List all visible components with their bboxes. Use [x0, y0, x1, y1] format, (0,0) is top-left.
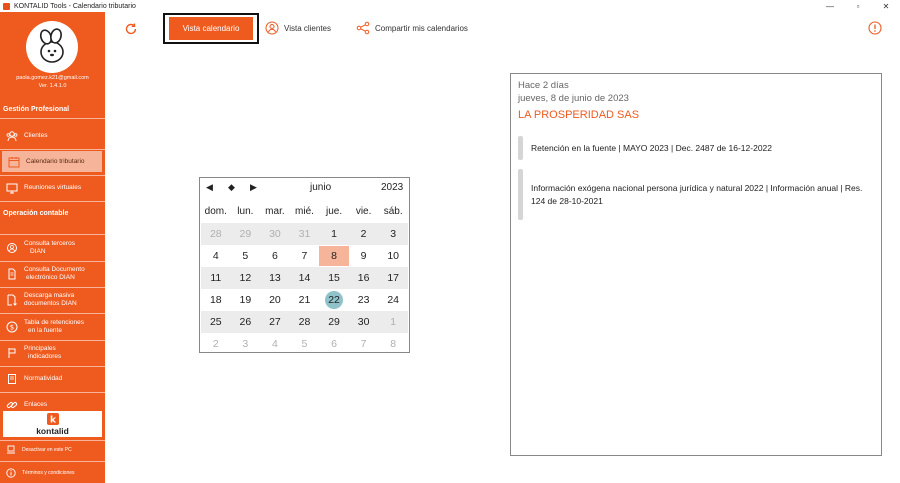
app-icon [3, 3, 10, 10]
calendar-day[interactable]: 28 [298, 316, 311, 328]
calendar-header [200, 178, 409, 198]
calendar-day[interactable]: 16 [357, 272, 370, 284]
weekday-label: dom. [204, 206, 227, 217]
weekday-label: sáb. [383, 206, 403, 217]
weekday-label: lun. [237, 206, 254, 217]
next-month-button[interactable]: ▶ [250, 182, 257, 192]
weekday-label: jue. [325, 206, 343, 217]
maximize-button[interactable]: ▫ [856, 1, 860, 11]
divider [0, 149, 105, 150]
label-line-1: Consulta Documento [24, 266, 85, 273]
terms-label: Términos y condiciones [22, 470, 75, 476]
calendar-day[interactable]: 8 [390, 338, 397, 350]
percent-icon [6, 321, 18, 333]
divider [0, 392, 105, 393]
deactivate-pc-button[interactable] [0, 443, 105, 457]
kontalid-logo-icon [47, 413, 59, 425]
calendar-day[interactable]: 7 [301, 250, 308, 262]
calendar-week-row [201, 311, 408, 333]
download-icon [6, 294, 18, 306]
sidebar [0, 12, 105, 483]
calendar-day[interactable]: 31 [298, 228, 311, 240]
sidebar-item-normatividad[interactable] [0, 369, 105, 389]
event-item[interactable] [518, 169, 875, 220]
calendar-day[interactable]: 8 [319, 246, 349, 266]
weekday-label: vie. [355, 206, 372, 217]
sidebar-item-label [24, 266, 85, 282]
event-text: Información exógena nacional persona jurídica y natural 2022 | Información anual | Res. 124 de 28-10-2021 [531, 182, 863, 206]
info-button[interactable] [868, 21, 882, 35]
calendar-year[interactable]: 2023 [381, 182, 404, 193]
event-item[interactable] [518, 136, 875, 160]
calendar-day[interactable]: 19 [239, 294, 252, 306]
today-button[interactable]: ◆ [228, 182, 235, 192]
calendar-week-row [201, 267, 408, 289]
calendar-day[interactable]: 10 [387, 250, 399, 262]
relative-date: Hace 2 días [518, 80, 569, 91]
sidebar-item-label [24, 240, 75, 256]
calendar-day[interactable]: 30 [269, 228, 281, 240]
share-icon [356, 21, 370, 35]
calendar-day[interactable]: 4 [271, 338, 278, 350]
weekday-label: mar. [265, 206, 285, 217]
calendar-week-row [201, 245, 408, 267]
calendar-day[interactable]: 15 [328, 272, 340, 284]
app-version: Ver. 1.4.1.0 [38, 83, 67, 89]
calendar-week-row [201, 333, 408, 355]
label-line-2: en la fuente [28, 327, 62, 334]
sidebar-item-clientes[interactable] [0, 126, 105, 146]
divider [0, 440, 105, 441]
indicators-icon [6, 347, 18, 359]
calendar-day[interactable]: 30 [357, 316, 370, 328]
sidebar-item-principales-indicadores[interactable] [0, 343, 105, 363]
event-date: jueves, 8 de junio de 2023 [518, 93, 629, 104]
avatar-mascot-icon [32, 27, 72, 67]
section-operacion-contable: Operación contable [3, 210, 69, 217]
weekday-row [201, 201, 408, 223]
sidebar-item-calendario[interactable] [2, 151, 102, 172]
calendar-week-row [201, 289, 408, 311]
calendar-day[interactable]: 9 [360, 250, 367, 262]
kontalid-logo [3, 411, 102, 437]
monitor-icon [6, 182, 18, 194]
label-line-1: Consulta terceros [24, 240, 75, 247]
event-panel [510, 73, 882, 456]
document-icon [6, 268, 18, 280]
calendar-day[interactable]: 3 [390, 228, 397, 240]
share-label: Compartir mis calendarios [375, 23, 468, 33]
calendar-day[interactable]: 11 [210, 272, 222, 284]
calendar-grid [201, 201, 408, 355]
label-line-1: Principales [24, 345, 56, 352]
calendar-day[interactable]: 1 [331, 228, 337, 240]
calendar-day[interactable]: 29 [328, 316, 340, 328]
window-title: KONTALID Tools - Calendario tributario [14, 2, 136, 10]
logo-text: kontalid [36, 425, 69, 436]
divider [0, 313, 105, 314]
calendar-widget [199, 177, 410, 353]
section-gestion-profesional: Gestión Profesional [3, 106, 70, 113]
sidebar-item-reuniones[interactable] [0, 178, 105, 198]
calendar-day[interactable]: 6 [331, 338, 337, 350]
calendar-day[interactable]: 1 [390, 316, 397, 328]
laptop-icon [6, 445, 16, 455]
info-icon [6, 468, 16, 478]
calendar-day[interactable]: 26 [239, 316, 252, 328]
users-icon [6, 130, 18, 142]
user-email: paola.gomez.k21@gmail.com [16, 75, 89, 81]
refresh-icon [124, 22, 138, 36]
weekday-label: mié. [295, 206, 314, 217]
divider [0, 261, 105, 262]
sidebar-item-label: Enlaces [24, 401, 48, 408]
sidebar-item-consulta-terceros[interactable] [0, 238, 105, 258]
calendar-month[interactable]: junio [310, 182, 332, 193]
today-marker: 22 [325, 291, 343, 309]
svg-text:k: k [49, 415, 56, 425]
terms-link[interactable] [0, 466, 105, 480]
calendar-day[interactable]: 13 [269, 272, 281, 284]
label-line-2: documentos DIAN [24, 300, 77, 307]
calendar-day[interactable]: 29 [239, 228, 252, 240]
book-icon [6, 373, 18, 385]
calendar-day[interactable]: 6 [271, 250, 278, 262]
divider [0, 287, 105, 288]
sidebar-item-label: Clientes [24, 132, 48, 139]
calendar-day[interactable]: 5 [242, 250, 249, 262]
divider [0, 461, 105, 462]
calendar-day[interactable]: 7 [360, 338, 367, 350]
calendar-day[interactable]: 3 [242, 338, 249, 350]
calendar-day[interactable] [319, 290, 349, 310]
calendar-day[interactable]: 2 [212, 338, 219, 350]
event-text: Retención en la fuente | MAYO 2023 | Dec. 2487 de 16-12-2022 [531, 142, 773, 153]
sidebar-item-label [24, 292, 77, 308]
calendar-day[interactable]: 24 [387, 294, 399, 306]
calendar-day[interactable]: 4 [212, 250, 219, 262]
sidebar-item-label: Calendario tributario [26, 157, 85, 165]
calendar-icon [8, 156, 20, 168]
label-line-2: electrónico DIAN [26, 274, 75, 281]
calendar-day[interactable]: 5 [301, 338, 308, 350]
label-line-2: DIAN [30, 248, 46, 255]
calendar-day[interactable]: 2 [360, 228, 367, 240]
calendar-day[interactable]: 21 [298, 294, 311, 306]
close-button[interactable]: ✕ [882, 1, 890, 11]
sidebar-item-label [24, 319, 84, 335]
calendar-day[interactable]: 27 [269, 316, 281, 328]
window-titlebar [0, 0, 900, 12]
clients-view-button[interactable] [265, 20, 331, 36]
sidebar-item-tabla-retenciones[interactable] [0, 317, 105, 337]
sidebar-item-consulta-documento[interactable] [0, 264, 105, 284]
calendar-day[interactable]: 25 [209, 316, 222, 328]
refresh-button[interactable] [124, 22, 138, 36]
user-circle-icon [265, 21, 279, 35]
search-user-icon [6, 242, 18, 254]
divider [0, 366, 105, 367]
label-line-1: Descarga masiva [24, 292, 75, 299]
avatar[interactable] [26, 21, 78, 73]
sidebar-item-descarga-masiva[interactable] [0, 290, 105, 310]
info-icon [868, 21, 882, 35]
calendar-day[interactable]: 28 [209, 228, 222, 240]
divider [0, 118, 105, 119]
sidebar-item-label [24, 345, 61, 361]
divider [0, 175, 105, 176]
calendar-day[interactable]: 18 [209, 294, 222, 306]
svg-text:$: $ [9, 323, 15, 332]
calendar-view-button[interactable]: Vista calendario [169, 17, 253, 40]
calendar-day[interactable]: 12 [239, 272, 252, 284]
divider [0, 234, 105, 235]
company-name: LA PROSPERIDAD SAS [518, 109, 640, 121]
deactivate-label: Desactivar en este PC [22, 447, 72, 453]
divider [0, 340, 105, 341]
prev-month-button[interactable]: ◀ [206, 182, 213, 192]
label-line-2: indicadores [28, 353, 62, 360]
link-icon [6, 399, 18, 411]
divider [0, 201, 105, 202]
calendar-day[interactable]: 17 [387, 272, 399, 284]
calendar-day[interactable]: 23 [357, 294, 370, 306]
sidebar-item-label: Reuniones virtuales [24, 184, 82, 191]
share-calendars-button[interactable] [356, 20, 468, 36]
clients-view-label: Vista clientes [284, 23, 331, 33]
minimize-button[interactable]: — [826, 1, 834, 11]
sidebar-item-label: Normatividad [24, 375, 63, 382]
label-line-1: Tabla de retenciones [24, 319, 84, 326]
calendar-day[interactable]: 14 [298, 272, 311, 284]
calendar-week-row [201, 223, 408, 245]
calendar-day[interactable]: 20 [269, 294, 281, 306]
